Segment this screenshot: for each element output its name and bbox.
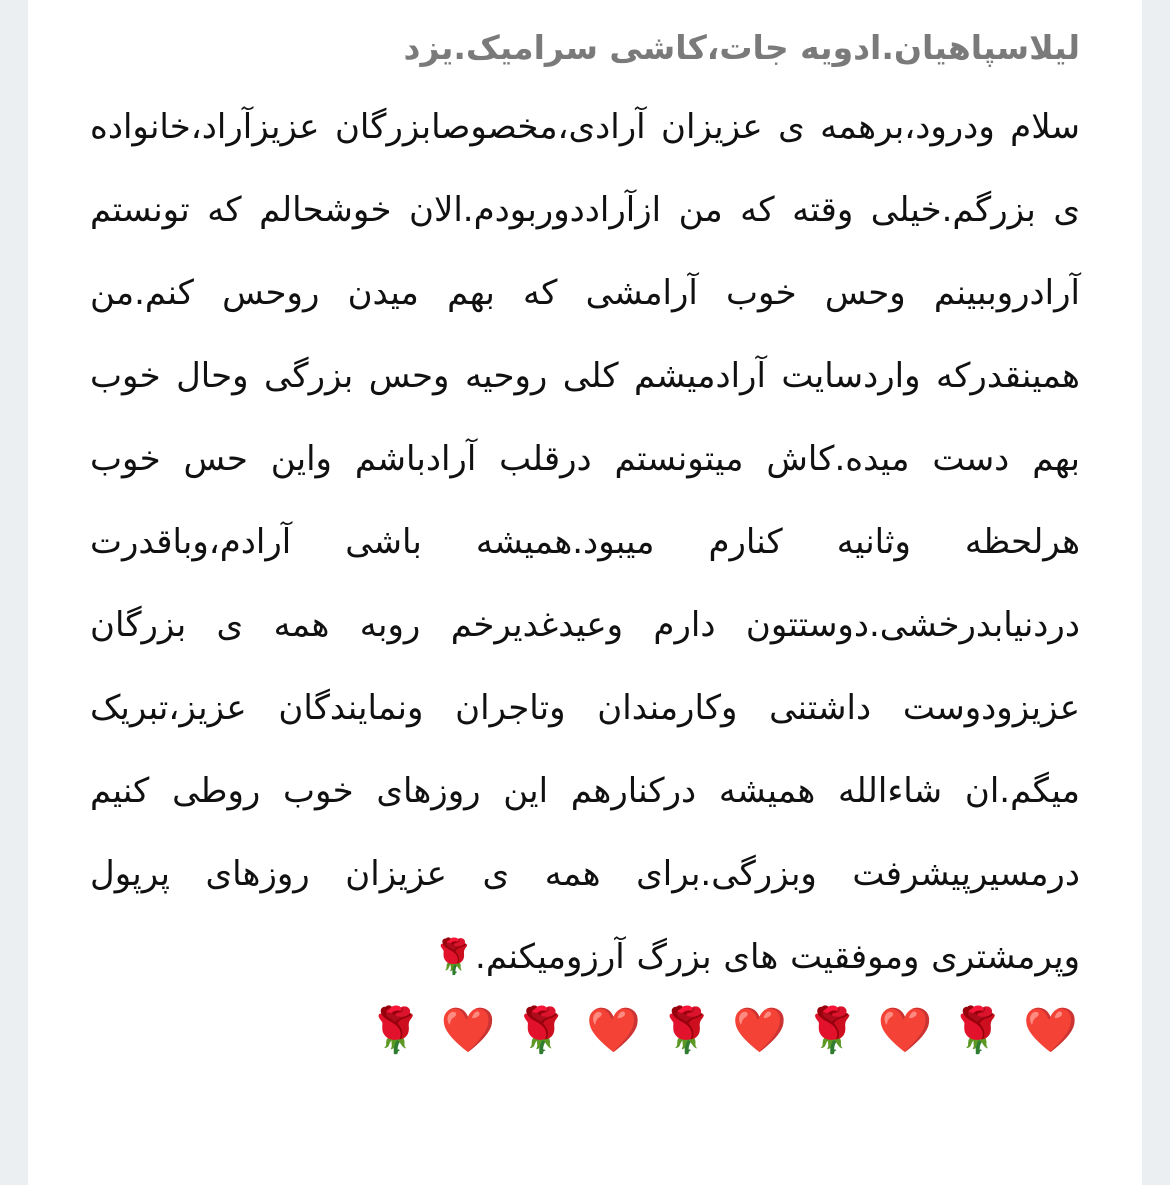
emoji-row: [90, 1001, 1080, 1061]
comment-author-name: لیلاسپاهیان.ادویه جات،کاشی سرامیک.یزد: [403, 28, 1080, 67]
rose-icon: 🌹: [950, 1005, 1008, 1056]
comment-text: سلام ودرود،برهمه ی عزیزان آرادی،مخصوصابزرگان عزیزآراد،خانواده ی بزرگم.خیلی وقته که من ازآراددوربودم.الان خوشحالم که تونستم آرادروببینم وحس خوب آرامشی که بهم میدن روحس کنم.من همینقدرکه واردسایت آرادمیشم کلی روحیه وحس بزرگی وحال خوب بهم دست میده.کاش میتونستم درقلب آرادباشم واین حس خوب هرلحظه وثانیه کنارم میبود.همیشه باشی آرادم،وباقدرت دردنیابدرخشی.دوستتون دارم وعیدغدیرخم روبه همه ی بزرگان عزیزودوست داشتنی وکارمندان وتاجران ونمایندگان عزیز،تبریک میگم.ان شاءالله همیشه درکنارهم این روزهای خوب روطی کنیم درمسیرپیشرفت وبزرگی.برای همه ی عزیزان روزهای پرپول وپرمشتری وموفقیت های بزرگ آرزومیکنم.🌹: [90, 107, 1080, 977]
heart-icon: ❤️: [877, 1005, 935, 1056]
heart-icon: ❤️: [1023, 1005, 1080, 1056]
heart-icon: ❤️: [440, 1005, 498, 1056]
rose-icon: 🌹: [368, 1005, 425, 1056]
heart-icon: ❤️: [586, 1005, 644, 1056]
comment-card: [28, 0, 1142, 1185]
heart-icon: ❤️: [732, 1005, 789, 1056]
rose-icon: 🌹: [804, 1005, 862, 1056]
rose-icon: 🌹: [659, 1005, 717, 1056]
rose-icon: 🌹: [513, 1005, 571, 1056]
